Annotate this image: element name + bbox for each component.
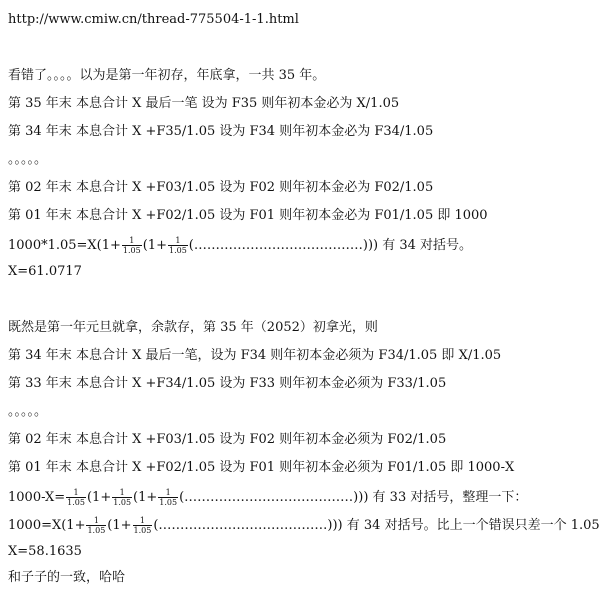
- equation-text: 1000=X(1+: [8, 518, 86, 533]
- part2-line-01: 第 01 年末 本息合计 X +F02/1.05 设为 F01 则年初本金必须为 F01/1.05 即 1000-X: [8, 460, 515, 475]
- part1-ellipsis: 。。。。。: [8, 152, 48, 167]
- part2-line-34: 第 34 年末 本息合计 X 最后一笔，设为 F34 则年初本金必须为 F34/1.05 即 X/1.05: [8, 348, 502, 363]
- fraction: $\frac{1}{1.05}$: [67, 488, 85, 507]
- equation-text: (…………………………………))): [153, 518, 343, 533]
- fraction: $\frac{1}{1.05}$: [113, 488, 132, 507]
- equation-text: (1+: [142, 238, 167, 253]
- fraction: $\frac{1}{1.05}$: [133, 516, 152, 535]
- part1-result: X=61.0717: [8, 264, 82, 279]
- equation-note: 有 34 对括号。比上一个错误只差一个 1.05: [342, 518, 600, 533]
- closing-remark: 和子子的一致，哈哈: [8, 570, 126, 585]
- part1-intro: 看错了。。。。以为是第一年初存，年底拿，一共 35 年。: [8, 68, 326, 83]
- part1-line-02: 第 02 年末 本息合计 X +F03/1.05 设为 F02 则年初本金必为 F02/1.05: [8, 180, 434, 195]
- equation-note: 有 33 对括号，整理一下：: [368, 490, 528, 505]
- part2-line-02: 第 02 年末 本息合计 X +F03/1.05 设为 F02 则年初本金必须为 F02/1.05: [8, 432, 447, 447]
- part2-intro: 既然是第一年元旦就拿，余款存，第 35 年（2052）初拿光，则: [8, 320, 378, 335]
- equation-text: (1+: [133, 490, 158, 505]
- part1-equation: [8, 236, 472, 255]
- part2-equation-2: [8, 516, 600, 535]
- equation-text: (…………………………………))): [188, 238, 379, 253]
- equation-text: 1000-X=: [8, 490, 66, 505]
- fraction: $\frac{1}{1.05}$: [87, 516, 106, 535]
- part1-line-34: 第 34 年末 本息合计 X +F35/1.05 设为 F34 则年初本金必为 F34/1.05: [8, 124, 434, 139]
- part2-ellipsis: 。。。。。: [8, 404, 48, 419]
- part2-line-33: 第 33 年末 本息合计 X +F34/1.05 设为 F33 则年初本金必须为 F33/1.05: [8, 376, 447, 391]
- part2-result: X=58.1635: [8, 544, 82, 559]
- equation-note: 有 34 对括号。: [378, 238, 473, 253]
- equation-text: (1+: [86, 490, 112, 505]
- source-url[interactable]: http://www.cmiw.cn/thread-775504-1-1.html: [8, 12, 299, 27]
- equation-text: (1+: [107, 518, 132, 533]
- fraction: $\frac{1}{1.05}$: [122, 236, 141, 255]
- fraction: $\frac{1}{1.05}$: [168, 236, 187, 255]
- equation-text: 1000*1.05=X(1+: [8, 238, 121, 253]
- fraction: $\frac{1}{1.05}$: [159, 488, 178, 507]
- part1-line-35: 第 35 年末 本息合计 X 最后一笔 设为 F35 则年初本金必为 X/1.05: [8, 96, 400, 111]
- part1-line-01: 第 01 年末 本息合计 X +F02/1.05 设为 F01 则年初本金必为 F01/1.05 即 1000: [8, 208, 488, 223]
- equation-text: (…………………………………))): [179, 490, 369, 505]
- part2-equation-1: [8, 488, 527, 507]
